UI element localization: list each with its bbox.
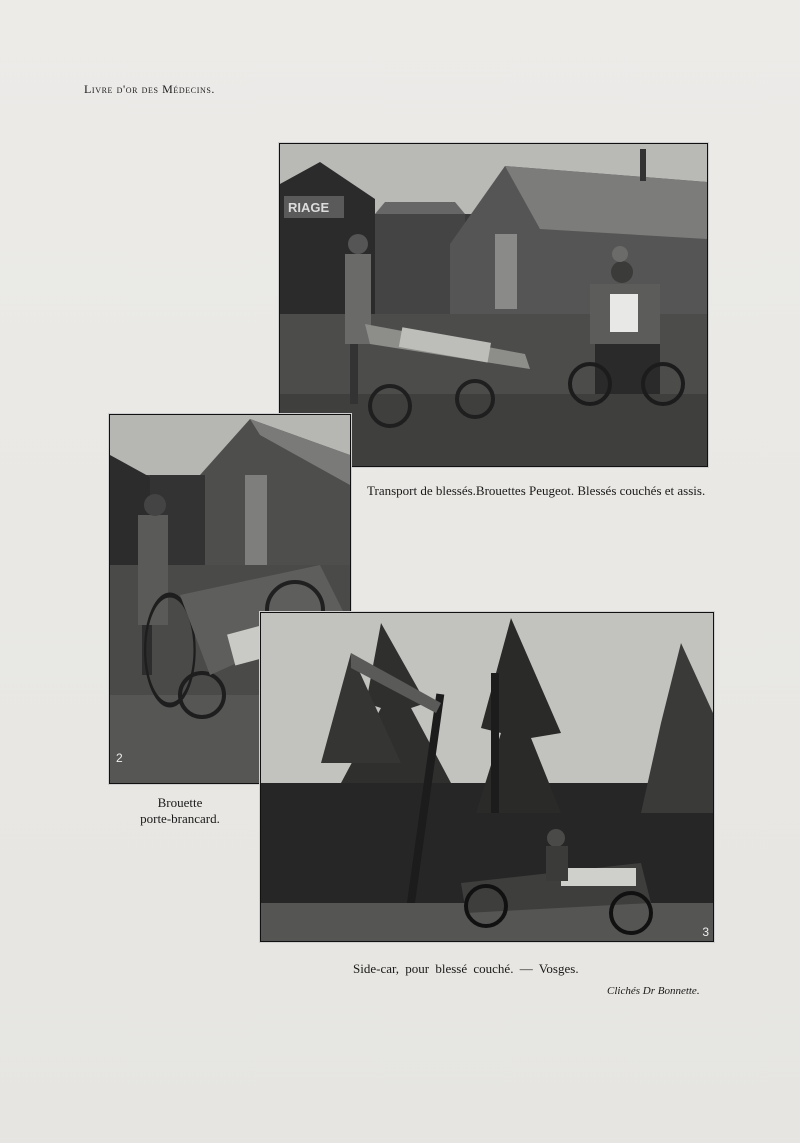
- caption-photo-1: Transport de blessés.Brouettes Peugeot. Blessés couchés et assis.: [367, 483, 706, 498]
- caption-line: Brouette: [157, 795, 203, 810]
- caption-line: porte-brancard.: [140, 811, 220, 826]
- photo-number: 2: [116, 751, 123, 765]
- photo-credit: Clichés Dr Bonnette.: [607, 985, 700, 997]
- caption-photo-2: [120, 795, 240, 827]
- photo-3-image: [261, 613, 713, 941]
- caption-photo-3: Side-car, pour blessé couché. — Vosges.: [353, 961, 579, 976]
- running-head: Livre d'or des Médecins.: [84, 82, 216, 96]
- photo-number: 3: [702, 925, 709, 939]
- photo-sidecar: [260, 612, 714, 942]
- shop-sign: RIAGE: [288, 200, 330, 215]
